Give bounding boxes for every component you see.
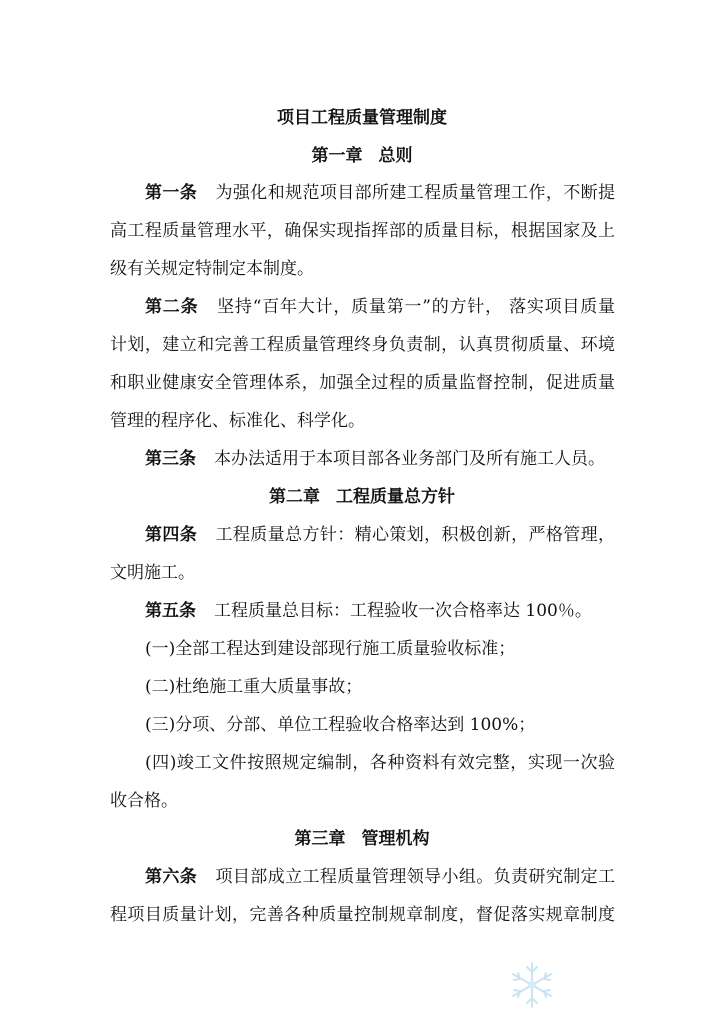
article-label: 第一条	[145, 183, 198, 203]
article-6-line-1	[145, 865, 615, 889]
article-text: 项目部成立工程质量管理领导小组。负责研究制定工	[215, 867, 615, 887]
list-item-3: (三)分项、分部、单位工程验收合格率达到 100%；	[145, 715, 536, 735]
article-text: 为强化和规范项目部所建工程质量管理工作，不断提	[215, 183, 615, 203]
article-text: 工程质量总目标：工程验收一次合格率达 100％。	[214, 601, 592, 621]
article-1-line-2: 高工程质量管理水平，确保实现指挥部的质量目标，根据国家及上	[110, 221, 615, 241]
article-label: 第六条	[145, 867, 198, 887]
chapter-name: 管理机构	[361, 829, 430, 849]
list-item-2: (二)杜绝施工重大质量事故；	[145, 677, 363, 697]
article-label: 第三条	[145, 449, 196, 469]
article-1-line-3: 级有关规定特制定本制度。	[110, 259, 314, 279]
chapter-2-heading	[0, 485, 724, 509]
list-item-4-line-2: 收合格。	[110, 791, 178, 811]
chapter-number: 第二章	[269, 487, 320, 507]
article-2-line-4: 管理的程序化、标准化、科学化。	[110, 411, 365, 431]
chapter-1-heading	[0, 144, 724, 168]
chapter-name: 总则	[378, 146, 413, 166]
snowflake-watermark-icon	[505, 958, 559, 1012]
article-3-line-1	[145, 447, 615, 471]
article-6-line-2: 程项目质量计划，完善各种质量控制规章制度，督促落实规章制度	[110, 905, 615, 925]
article-2-line-1	[145, 295, 615, 319]
article-4-line-2: 文明施工。	[110, 563, 195, 583]
article-text: 坚持“百年大计，质量第一”的方针， 落实项目质量	[216, 297, 615, 317]
article-5-line-1	[145, 599, 615, 623]
article-2-line-3: 和职业健康安全管理体系，加强全过程的质量监督控制，促进质量	[110, 373, 615, 393]
chapter-name: 工程质量总方针	[336, 487, 455, 507]
list-item-4-line-1: (四)竣工文件按照规定编制，各种资料有效完整，实现一次验	[145, 753, 615, 773]
chapter-number: 第一章	[311, 146, 363, 166]
article-label: 第四条	[145, 525, 198, 545]
article-4-line-1	[145, 523, 615, 547]
document-title: 项目工程质量管理制度	[277, 108, 447, 128]
article-text: 工程质量总方针：精心策划，积极创新，严格管理，	[215, 525, 615, 545]
article-1-line-1	[145, 181, 615, 205]
chapter-3-heading	[0, 827, 724, 851]
article-label: 第二条	[145, 297, 199, 317]
article-2-line-2: 计划，建立和完善工程质量管理终身负责制，认真贯彻质量、环境	[110, 335, 615, 355]
list-item-1: (一)全部工程达到建设部现行施工质量验收标准；	[145, 639, 516, 659]
chapter-number: 第三章	[294, 829, 346, 849]
article-label: 第五条	[145, 601, 196, 621]
article-text: 本办法适用于本项目部各业务部门及所有施工人员。	[214, 449, 605, 469]
